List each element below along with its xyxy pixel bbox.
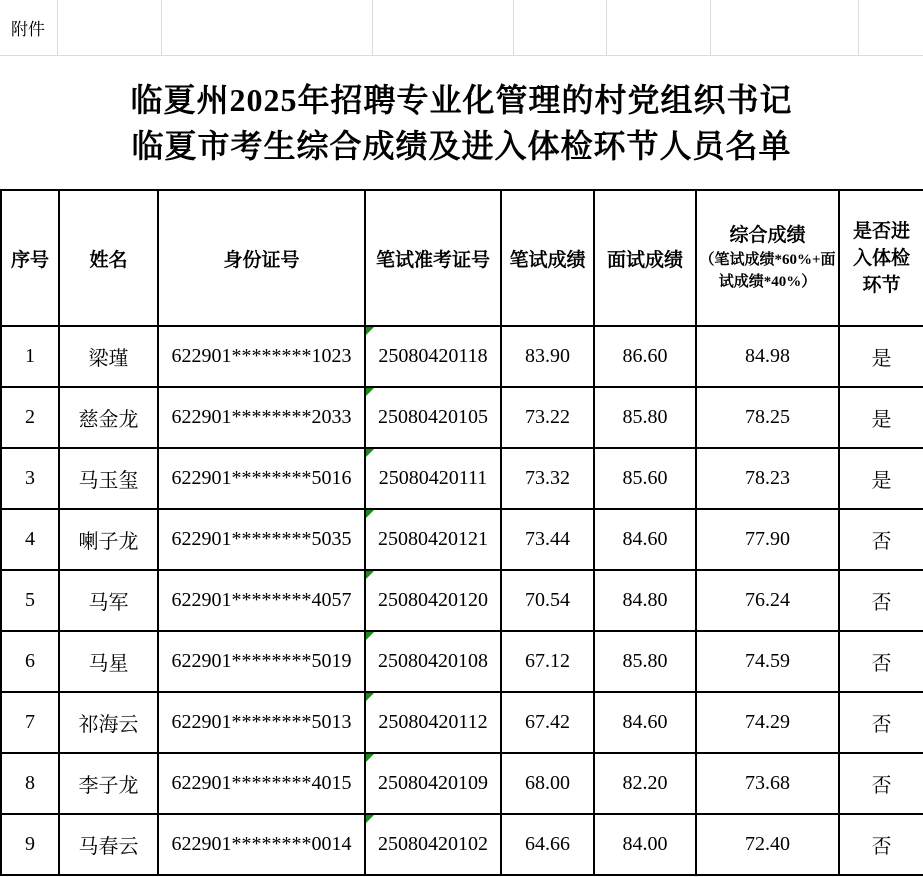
id-number-cell: [158, 326, 365, 387]
written-score-cell: [501, 814, 594, 875]
interview-score-cell-value: 82.20: [622, 772, 668, 794]
physical-exam-cell: [839, 570, 923, 631]
exam-ticket-cell-value: 25080420120: [378, 589, 488, 611]
row-index-cell: [1, 448, 59, 509]
composite-score-cell: [696, 448, 839, 509]
row-index-cell-value: 5: [25, 589, 35, 611]
row-index-cell-value: 9: [25, 833, 35, 855]
physical-exam-cell: [839, 692, 923, 753]
table-row: [1, 692, 923, 753]
name-cell-value: 祁海云: [78, 714, 139, 736]
row-index-cell: [1, 753, 59, 814]
table-row: [1, 631, 923, 692]
id-number-cell: [158, 570, 365, 631]
written-score-cell-value: 68.00: [525, 772, 570, 794]
id-number-cell: [158, 753, 365, 814]
interview-score-cell: [594, 753, 696, 814]
physical-exam-cell-value: 是: [871, 409, 892, 431]
row-index-cell-value: 3: [25, 467, 35, 489]
interview-score-cell-value: 86.60: [622, 345, 668, 367]
id-number-cell-value: 622901********5035: [171, 528, 352, 550]
id-number-cell: [158, 509, 365, 570]
composite-score-cell: [696, 509, 839, 570]
written-score-cell: [501, 753, 594, 814]
written-score-cell-value: 67.12: [525, 650, 570, 672]
interview-score-cell-value: 85.80: [622, 650, 668, 672]
exam-ticket-cell: [365, 692, 501, 753]
green-triangle-indicator: [366, 632, 374, 640]
header-physical-exam: [839, 190, 923, 326]
name-cell: [59, 631, 158, 692]
interview-score-cell: [594, 692, 696, 753]
composite-score-cell: [696, 387, 839, 448]
attachment-label: 附件: [11, 20, 45, 39]
green-triangle-indicator: [366, 754, 374, 762]
document-title: [0, 56, 923, 189]
row-index-cell-value: 6: [25, 650, 35, 672]
id-number-cell-value: 622901********4057: [171, 589, 352, 611]
exam-ticket-cell: [365, 570, 501, 631]
interview-score-cell-value: 84.00: [622, 833, 668, 855]
title-line-2: 临夏市考生综合成绩及进入体检环节人员名单: [131, 127, 792, 164]
name-cell: [59, 448, 158, 509]
composite-formula: （笔试成绩*60%+面试成绩*40%）: [699, 252, 836, 290]
name-cell-value: 李子龙: [78, 775, 139, 797]
row-index-cell-value: 7: [25, 711, 35, 733]
composite-score-cell-value: 78.23: [745, 467, 790, 489]
id-number-cell-value: 622901********5016: [171, 467, 352, 489]
attachment-cell: [0, 0, 58, 55]
composite-score-cell: [696, 692, 839, 753]
green-triangle-indicator: [366, 510, 374, 518]
composite-score-cell-value: 84.98: [745, 345, 790, 367]
name-cell-value: 喇子龙: [78, 531, 139, 553]
written-score-cell-value: 73.22: [525, 406, 570, 428]
interview-score-cell: [594, 631, 696, 692]
written-score-cell: [501, 448, 594, 509]
composite-score-cell: [696, 570, 839, 631]
id-number-cell-value: 622901********1023: [171, 345, 352, 367]
interview-score-cell: [594, 814, 696, 875]
id-number-cell: [158, 448, 365, 509]
empty-grid-cell: [162, 0, 373, 55]
empty-grid-cell: [859, 0, 923, 55]
name-cell: [59, 753, 158, 814]
physical-exam-cell: [839, 387, 923, 448]
name-cell: [59, 326, 158, 387]
written-score-cell: [501, 631, 594, 692]
interview-score-cell-value: 85.80: [622, 406, 668, 428]
interview-score-cell: [594, 448, 696, 509]
header-id-number: 身份证号: [158, 190, 365, 326]
row-index-cell-value: 8: [25, 772, 35, 794]
exam-ticket-cell-value: 25080420109: [378, 772, 488, 794]
exam-ticket-cell-value: 25080420121: [378, 528, 488, 550]
empty-grid-cell: [514, 0, 607, 55]
written-score-cell: [501, 387, 594, 448]
composite-score-cell: [696, 326, 839, 387]
exam-ticket-cell: [365, 326, 501, 387]
table-row: [1, 814, 923, 875]
row-index-cell: [1, 631, 59, 692]
row-index-cell-value: 2: [25, 406, 35, 428]
written-score-cell-value: 73.44: [525, 528, 570, 550]
exam-ticket-cell-value: 25080420118: [378, 345, 488, 367]
table-row: [1, 326, 923, 387]
header-name: 姓名: [59, 190, 158, 326]
exam-ticket-cell-value: 25080420105: [378, 406, 488, 428]
written-score-cell-value: 70.54: [525, 589, 570, 611]
green-triangle-indicator: [366, 815, 374, 823]
empty-grid-cell: [607, 0, 711, 55]
table-row: [1, 570, 923, 631]
composite-score-cell: [696, 753, 839, 814]
physical-exam-cell: [839, 509, 923, 570]
interview-score-cell: [594, 326, 696, 387]
empty-grid-cell: [711, 0, 859, 55]
written-score-cell: [501, 570, 594, 631]
exam-ticket-cell: [365, 448, 501, 509]
table-row: [1, 448, 923, 509]
name-cell-value: 马玉玺: [78, 470, 139, 492]
exam-ticket-cell-value: 25080420111: [378, 467, 488, 489]
written-score-cell-value: 67.42: [525, 711, 570, 733]
physical-exam-cell-value: 否: [871, 775, 892, 797]
empty-grid-cell: [58, 0, 162, 55]
physical-exam-cell-value: 是: [871, 470, 892, 492]
table-row: [1, 753, 923, 814]
exam-ticket-cell-value: 25080420102: [378, 833, 488, 855]
row-index-cell: [1, 326, 59, 387]
composite-score-cell-value: 73.68: [745, 772, 790, 794]
physical-exam-cell: [839, 631, 923, 692]
interview-score-cell-value: 84.60: [622, 711, 668, 733]
table-row: [1, 509, 923, 570]
written-score-cell: [501, 326, 594, 387]
id-number-cell-value: 622901********2033: [171, 406, 352, 428]
row-index-cell: [1, 692, 59, 753]
title-line-1: 临夏州2025年招聘专业化管理的村党组织书记: [130, 81, 793, 118]
id-number-cell-value: 622901********4015: [171, 772, 352, 794]
table-row: [1, 387, 923, 448]
exam-ticket-cell: [365, 814, 501, 875]
name-cell: [59, 692, 158, 753]
interview-score-cell: [594, 387, 696, 448]
id-number-cell-value: 622901********5013: [171, 711, 352, 733]
physical-exam-label: 是否进入体检环节: [852, 220, 910, 296]
green-triangle-indicator: [366, 327, 374, 335]
name-cell: [59, 814, 158, 875]
name-cell: [59, 509, 158, 570]
physical-exam-cell-value: 否: [871, 836, 892, 858]
green-triangle-indicator: [366, 449, 374, 457]
interview-score-cell-value: 84.80: [622, 589, 668, 611]
written-score-cell-value: 73.32: [525, 467, 570, 489]
physical-exam-cell-value: 否: [871, 714, 892, 736]
physical-exam-cell-value: 是: [871, 348, 892, 370]
composite-score-cell-value: 74.29: [745, 711, 790, 733]
header-row: [1, 190, 923, 326]
composite-score-cell-value: 72.40: [745, 833, 790, 855]
name-cell-value: 梁瑾: [88, 348, 129, 370]
composite-title: 综合成绩: [729, 225, 806, 246]
header-written-score: 笔试成绩: [501, 190, 594, 326]
name-cell-value: 慈金龙: [78, 409, 139, 431]
id-number-cell-value: 622901********5019: [171, 650, 352, 672]
row-index-cell: [1, 509, 59, 570]
header-composite-score: [696, 190, 839, 326]
id-number-cell: [158, 814, 365, 875]
header-exam-ticket: 笔试准考证号: [365, 190, 501, 326]
id-number-cell-value: 622901********0014: [171, 833, 352, 855]
interview-score-cell-value: 84.60: [622, 528, 668, 550]
physical-exam-cell-value: 否: [871, 592, 892, 614]
composite-score-cell: [696, 814, 839, 875]
exam-ticket-cell: [365, 387, 501, 448]
written-score-cell-value: 83.90: [525, 345, 570, 367]
row-index-cell: [1, 387, 59, 448]
composite-score-cell-value: 76.24: [745, 589, 790, 611]
composite-score-cell-value: 74.59: [745, 650, 790, 672]
written-score-cell: [501, 692, 594, 753]
composite-score-cell: [696, 631, 839, 692]
physical-exam-cell: [839, 753, 923, 814]
name-cell-value: 马军: [88, 592, 129, 614]
exam-ticket-cell-value: 25080420108: [378, 650, 488, 672]
physical-exam-cell-value: 否: [871, 531, 892, 553]
interview-score-cell: [594, 509, 696, 570]
header-index: 序号: [1, 190, 59, 326]
id-number-cell: [158, 387, 365, 448]
name-cell: [59, 570, 158, 631]
name-cell-value: 马春云: [78, 836, 139, 858]
green-triangle-indicator: [366, 571, 374, 579]
written-score-cell: [501, 509, 594, 570]
row-index-cell: [1, 570, 59, 631]
physical-exam-cell: [839, 814, 923, 875]
physical-exam-cell: [839, 326, 923, 387]
written-score-cell-value: 64.66: [525, 833, 570, 855]
exam-ticket-cell: [365, 753, 501, 814]
physical-exam-cell-value: 否: [871, 653, 892, 675]
id-number-cell: [158, 692, 365, 753]
exam-ticket-cell: [365, 509, 501, 570]
composite-score-cell-value: 77.90: [745, 528, 790, 550]
spreadsheet-top-row: [0, 0, 923, 56]
header-interview-score: 面试成绩: [594, 190, 696, 326]
interview-score-cell: [594, 570, 696, 631]
exam-ticket-cell: [365, 631, 501, 692]
row-index-cell: [1, 814, 59, 875]
id-number-cell: [158, 631, 365, 692]
interview-score-cell-value: 85.60: [622, 467, 668, 489]
physical-exam-cell: [839, 448, 923, 509]
row-index-cell-value: 4: [25, 528, 35, 550]
composite-score-cell-value: 78.25: [745, 406, 790, 428]
exam-ticket-cell-value: 25080420112: [378, 711, 488, 733]
green-triangle-indicator: [366, 388, 374, 396]
name-cell: [59, 387, 158, 448]
results-table: [0, 189, 923, 876]
table-body: [1, 326, 923, 875]
row-index-cell-value: 1: [25, 345, 35, 367]
name-cell-value: 马星: [88, 653, 129, 675]
empty-grid-cell: [373, 0, 514, 55]
green-triangle-indicator: [366, 693, 374, 701]
